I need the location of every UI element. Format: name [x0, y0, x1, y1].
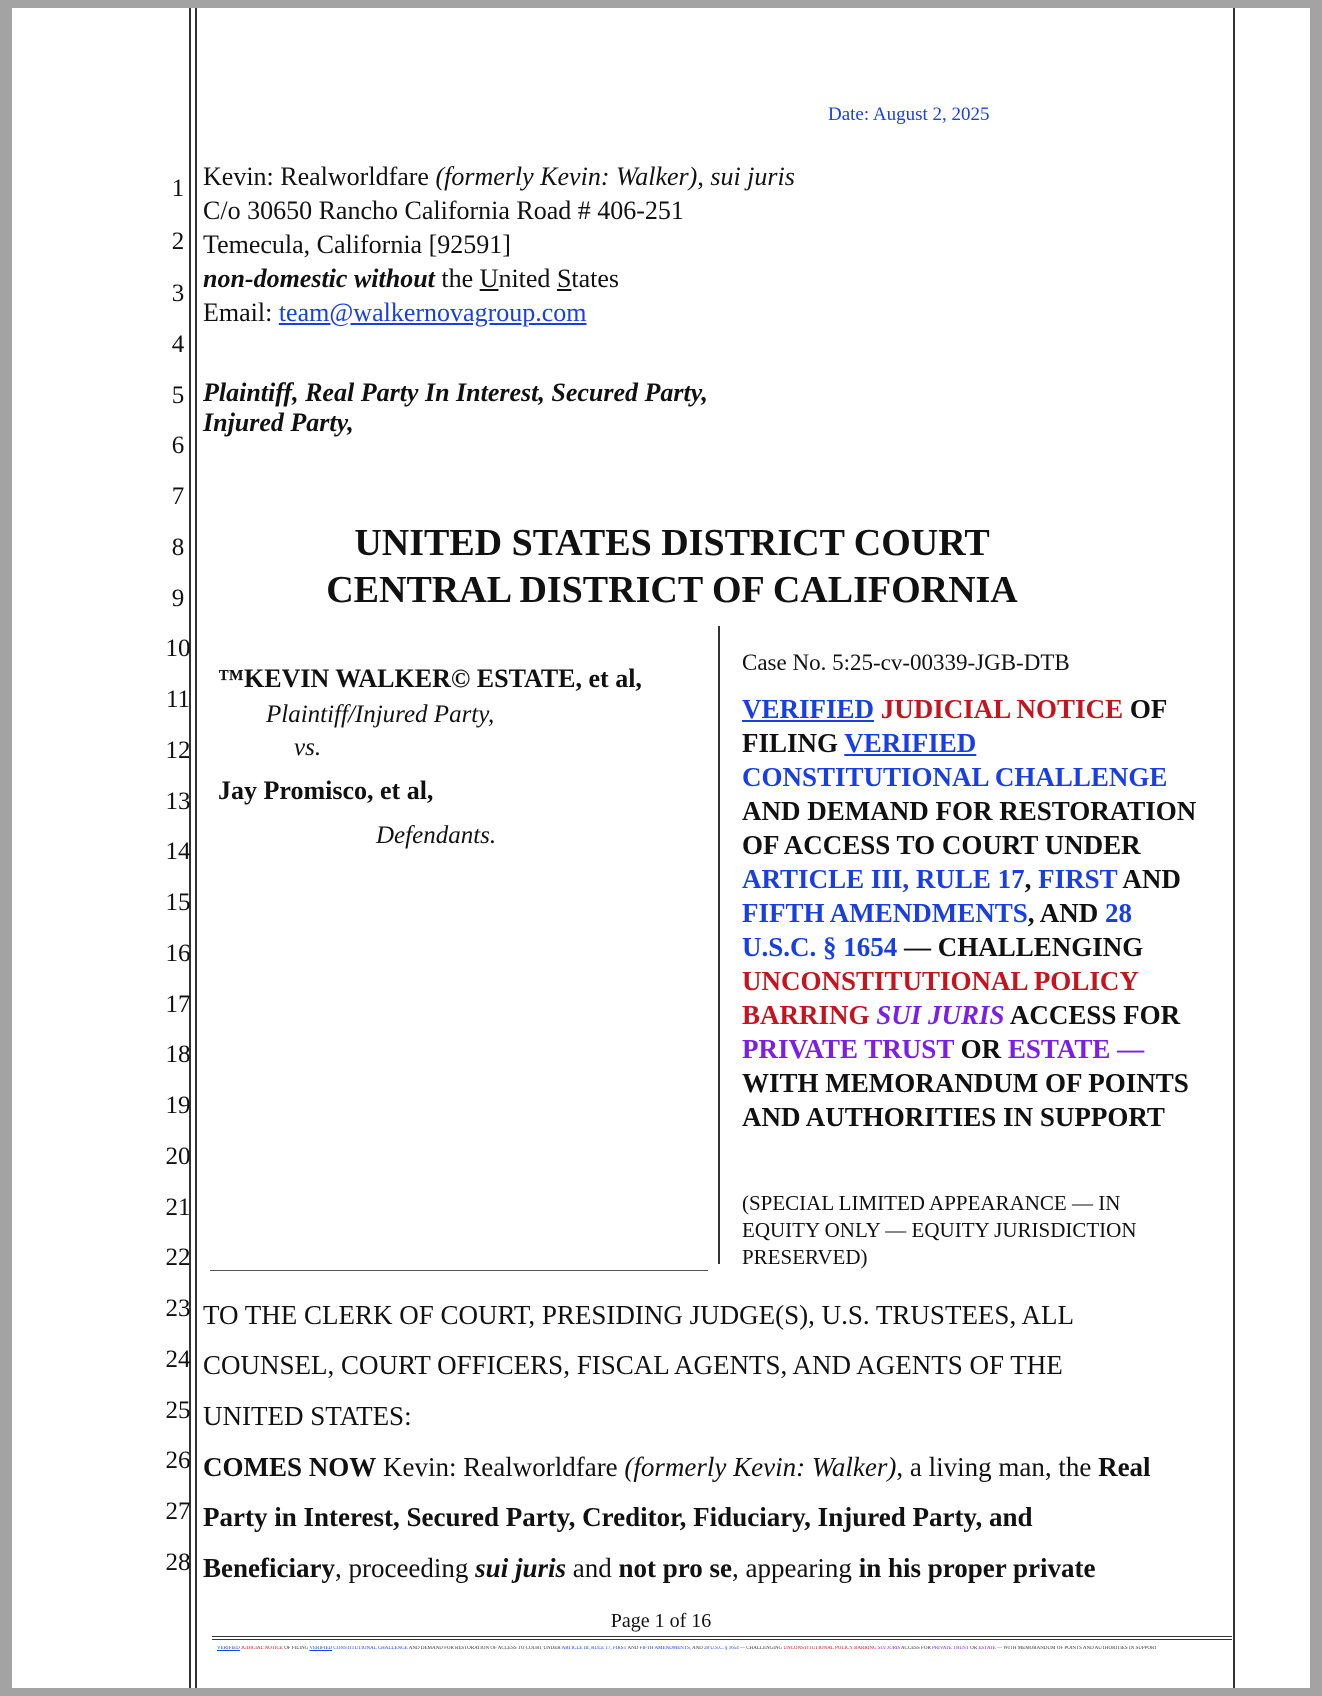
line-number: 20 — [165, 1143, 191, 1170]
line-number: 27 — [165, 1498, 191, 1525]
filer-name: Kevin: Realworldfare (formerly Kevin: Walker), sui juris — [203, 162, 795, 191]
line-number: 19 — [165, 1092, 191, 1119]
line-number: 10 — [165, 635, 191, 662]
line-number: 24 — [165, 1346, 191, 1373]
case-number: Case No. 5:25-cv-00339-JGB-DTB — [742, 650, 1070, 675]
document-date: Date: August 2, 2025 — [828, 104, 990, 125]
footer-rule — [212, 1636, 1232, 1637]
plaintiff-role: Plaintiff/Injured Party, — [266, 701, 495, 728]
footer-rule-thin — [212, 1639, 1232, 1640]
caption-divider — [718, 626, 720, 1264]
address-line-3: UNITED STATES: — [203, 1401, 412, 1431]
filer-status: non-domestic without the United States — [203, 264, 620, 293]
line-number: 6 — [171, 432, 185, 459]
line-number: 25 — [165, 1397, 191, 1424]
page-number: Page 1 of 16 — [610, 1610, 712, 1632]
body-line-27: Party in Interest, Secured Party, Creditor, Fiduciary, Injured Party, and — [203, 1502, 1033, 1532]
versus: vs. — [294, 734, 322, 761]
footer-title: VERIFIED JUDICIAL NOTICE OF FILING VERIFIED CONSTITUTIONAL CHALLENGE AND DEMAND FOR RESTORATION OF ACCESS TO COURT UNDER ARTICLE III, RULE 17, FIRST AND FIFTH AMENDMENTS, AND 28 U.S.C. § 1654 — CHALLENGING UNCONSTITUTIONAL POLICY BARRING SUI JURIS ACCESS FOR PRIVATE TRUST OR ESTATE — WITH MEMORANDUM OF POINTS AND AUTHORITIES IN SUPPORT — [217, 1646, 1158, 1651]
line-number: 13 — [165, 788, 191, 815]
line-number: 16 — [165, 940, 191, 967]
line-number: 28 — [165, 1549, 191, 1576]
line-number: 12 — [165, 737, 191, 764]
body-line-28: Beneficiary, proceeding sui juris and not pro se, appearing in his proper private — [203, 1553, 1096, 1583]
court-title-line-2: CENTRAL DISTRICT OF CALIFORNIA — [326, 569, 1018, 611]
line-number: 5 — [171, 382, 185, 409]
party-roles: Plaintiff, Real Party In Interest, Secured Party, Injured Party, — [203, 378, 708, 437]
line-number: 14 — [165, 838, 191, 865]
line-number: 21 — [165, 1194, 191, 1221]
special-appearance: (SPECIAL LIMITED APPEARANCE — IN EQUITY ONLY — EQUITY JURISDICTION PRESERVED) — [742, 1191, 1137, 1269]
line-number: 17 — [165, 991, 191, 1018]
defendant-role: Defendants. — [376, 822, 497, 849]
defendant-name: Jay Promisco, et al, — [218, 776, 434, 805]
line-number: 4 — [171, 331, 185, 358]
line-number: 22 — [165, 1244, 191, 1271]
line-number: 1 — [171, 175, 185, 202]
document-title: VERIFIED JUDICIAL NOTICE OF FILING VERIFIED CONSTITUTIONAL CHALLENGE AND DEMAND FOR RESTORATION OF ACCESS TO COURT UNDER ARTICLE III, RULE 17, FIRST AND FIFTH AMENDMENTS, AND 28 U.S.C. § 1654 — CHALLENGING UNCONSTITUTIONAL POLICY BARRING SUI JURIS ACCESS FOR PRIVATE TRUST OR ESTATE — WITH MEMORANDUM OF POINTS AND AUTHORITIES IN SUPPORT — [742, 694, 1197, 1132]
line-number: 8 — [171, 534, 185, 561]
line-number: 9 — [171, 585, 185, 612]
address-line-2: COUNSEL, COURT OFFICERS, FISCAL AGENTS, AND AGENTS OF THE — [203, 1350, 1063, 1380]
filer-address-1: C/o 30650 Rancho California Road # 406-251 — [203, 196, 684, 225]
caption-bottom-rule — [210, 1270, 708, 1271]
line-number: 11 — [165, 686, 191, 713]
line-number: 26 — [165, 1447, 191, 1474]
email-link[interactable]: team@walkernovagroup.com — [278, 298, 587, 327]
right-margin-rule — [1233, 8, 1235, 1688]
filer-address-2: Temecula, California [92591] — [203, 230, 511, 259]
body-line-26: COMES NOW Kevin: Realworldfare (formerly Kevin: Walker), a living man, the Real — [203, 1452, 1151, 1482]
plaintiff-name: ™KEVIN WALKER© ESTATE, et al, — [218, 664, 642, 693]
line-number: 2 — [171, 228, 185, 255]
line-number: 23 — [165, 1295, 191, 1322]
line-number: 18 — [165, 1041, 191, 1068]
left-margin-rule-inner — [195, 8, 197, 1688]
line-number: 3 — [171, 280, 185, 307]
address-line-1: TO THE CLERK OF COURT, PRESIDING JUDGE(S), U.S. TRUSTEES, ALL — [203, 1300, 1074, 1330]
court-title-line-1: UNITED STATES DISTRICT COURT — [354, 522, 990, 564]
line-number: 15 — [165, 889, 191, 916]
filer-email-line: Email: team@walkernovagroup.com — [203, 298, 587, 327]
line-number: 7 — [171, 483, 185, 510]
document-page — [12, 8, 1310, 1688]
